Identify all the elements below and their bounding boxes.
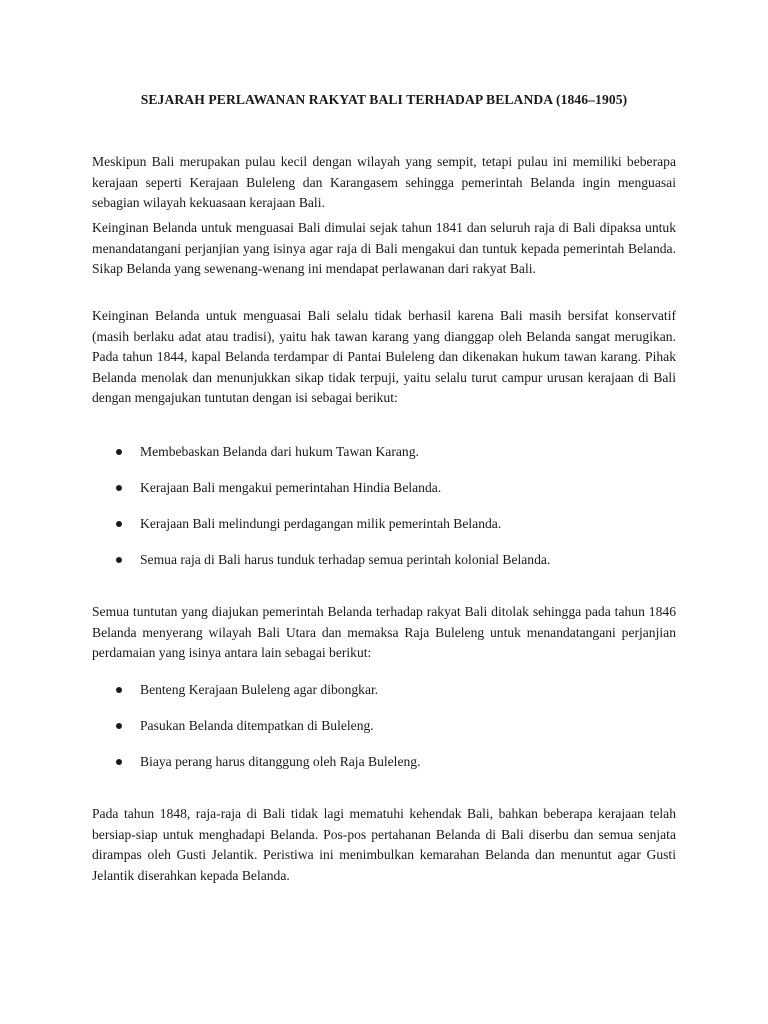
document-title: SEJARAH PERLAWANAN RAKYAT BALI TERHADAP BELANDA (1846–1905): [140, 92, 628, 107]
paragraph-4: Semua tuntutan yang diajukan pemerintah Belanda terhadap rakyat Bali ditolak sehingga pada tahun 1846 Belanda menyerang wilayah Bali Utara dan memaksa Raja Buleleng untuk menandatangani perjanjian perdamaian yang isinya antara lain sebagai berikut:: [92, 604, 676, 660]
list-item-text: Pasukan Belanda ditempatkan di Buleleng.: [140, 718, 374, 733]
list-item: [92, 550, 676, 570]
list-item: [92, 716, 676, 736]
list-item-text: Kerajaan Bali mengakui pemerintahan Hindia Belanda.: [140, 480, 442, 495]
bullet-icon: [116, 759, 122, 765]
bullet-icon: [116, 449, 122, 455]
list-item: [92, 680, 676, 700]
paragraph-2: Keinginan Belanda untuk menguasai Bali dimulai sejak tahun 1841 dan seluruh raja di Bali dipaksa untuk menandatangani perjanjian yang isinya agar raja di Bali mengakui dan tuntuk kepada pemerintah Belanda. Sikap Belanda yang sewenang-wenang ini mendapat perlawanan dari rakyat Bali.: [92, 220, 676, 276]
list-item-text: Biaya perang harus ditanggung oleh Raja Buleleng.: [140, 754, 421, 769]
list-item: [92, 514, 676, 534]
bullet-icon: [116, 687, 122, 693]
bullet-icon: [116, 485, 122, 491]
list-item: [92, 752, 676, 772]
bullet-icon: [116, 521, 122, 527]
list-item-text: Membebaskan Belanda dari hukum Tawan Karang.: [140, 444, 419, 459]
paragraph-1: Meskipun Bali merupakan pulau kecil dengan wilayah yang sempit, tetapi pulau ini memiliki beberapa kerajaan seperti Kerajaan Buleleng dan Karangasem sehingga pemerintah Belanda ingin menguasai sebagian wilayah kekuasaan kerajaan Bali.: [92, 154, 676, 210]
list-item-text: Benteng Kerajaan Buleleng agar dibongkar.: [140, 682, 379, 697]
paragraph-5: Pada tahun 1848, raja-raja di Bali tidak lagi mematuhi kehendak Bali, bahkan beberapa kerajaan telah bersiap-siap untuk menghadapi Belanda. Pos-pos pertahanan Belanda di Bali diserbu dan semua senjata dirampas oleh Gusti Jelantik. Peristiwa ini menimbulkan kemarahan Belanda dan menuntut agar Gusti Jelantik diserahkan kepada Belanda.: [92, 806, 676, 883]
list-item-text: Semua raja di Bali harus tunduk terhadap semua perintah kolonial Belanda.: [140, 552, 551, 567]
list-item: [92, 478, 676, 498]
demands-list: [92, 442, 676, 586]
treaty-terms-list: [92, 680, 676, 788]
list-item-text: Kerajaan Bali melindungi perdagangan milik pemerintah Belanda.: [140, 516, 502, 531]
bullet-icon: [116, 557, 122, 563]
bullet-icon: [116, 723, 122, 729]
paragraph-3: Keinginan Belanda untuk menguasai Bali selalu tidak berhasil karena Bali masih bersifat konservatif (masih berlaku adat atau tradisi), yaitu hak tawan karang yang dianggap oleh Belanda sangat merugikan. Pada tahun 1844, kapal Belanda terdampar di Pantai Buleleng dan dikenakan hukum tawan karang. Pihak Belanda menolak dan menunjukkan sikap tidak terpuji, yaitu selalu turut campur urusan kerajaan di Bali dengan mengajukan tuntutan dengan isi sebagai berikut:: [92, 308, 676, 405]
list-item: [92, 442, 676, 462]
